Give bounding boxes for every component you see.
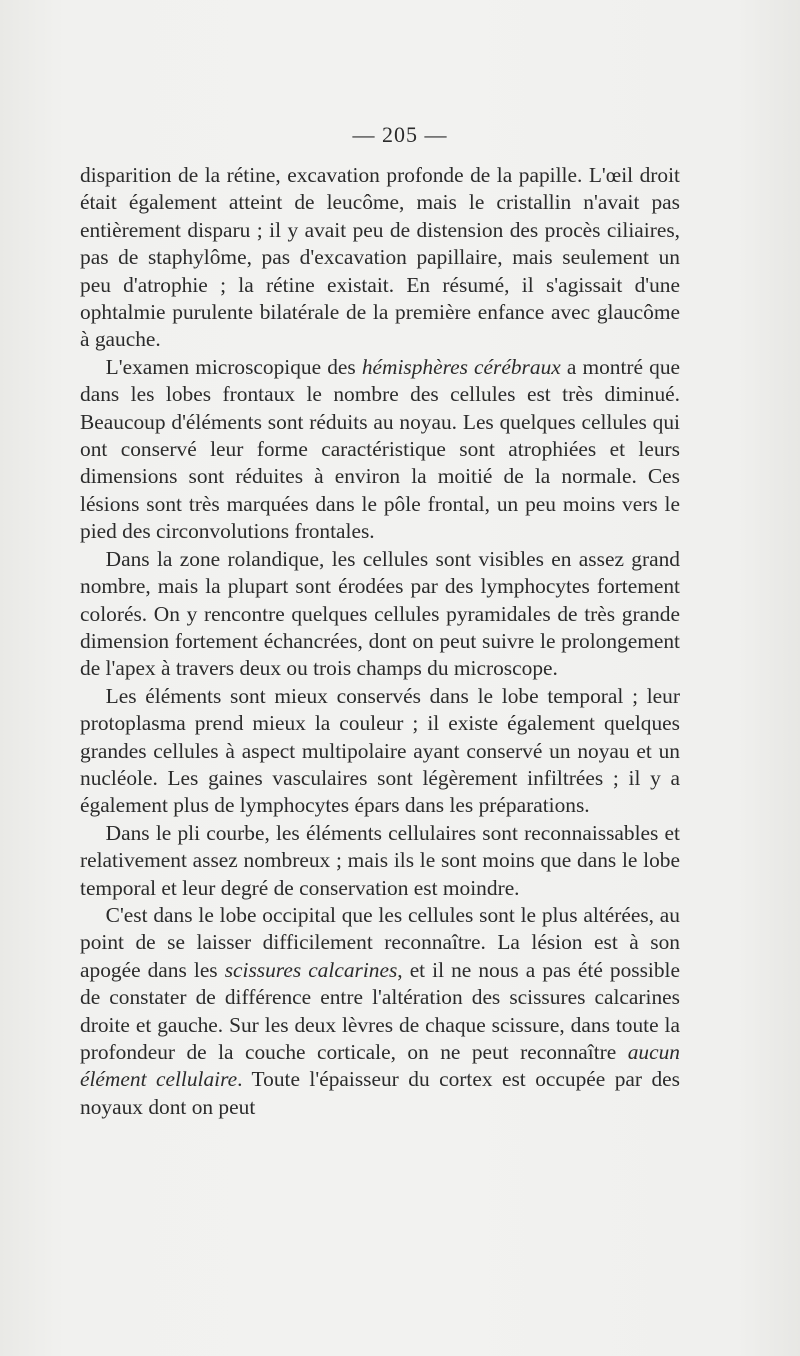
- paragraph-3: Dans la zone rolandique, les cellules sont visibles en assez grand nombre, mais la plupart sont érodées par des lymphocytes fortement colorés. On y rencontre quelques cellules pyramidales de très grande dimension fortement échancrées, dont on peut suivre le prolongement de l'apex à travers deux ou trois champs du microscope.: [80, 546, 680, 681]
- paragraph-2-part-1: L'examen microscopique des: [105, 354, 362, 379]
- italic-term-aucun-element: aucun élément cellulaire: [80, 1040, 680, 1092]
- paragraph-4: Les éléments sont mieux conservés dans le lobe temporal ; leur protoplasma prend mieux la couleur ; il existe également quelques grandes cellules à aspect multipolaire ayant conservé un noyau et un nucléole. Les gaines vasculaires sont légèrement infiltrées ; il y a également plus de lymphocytes épars dans les préparations.: [80, 683, 680, 818]
- paragraph-6-part-2: , et il ne nous a pas été possible de constater de différence entre l'altération des scissures calcarines droite et gauche. Sur les deux lèvres de chaque scissure, dans toute la profondeur de la couche corticale, on ne peut reconnaître: [80, 957, 680, 1064]
- paragraph-1: disparition de la rétine, excavation profonde de la papille. L'œil droit était également atteint de leucôme, mais le cristallin n'avait pas entièrement disparu ; il y avait peu de distension des procès ciliaires, pas de staphylôme, pas d'excavation papillaire, mais seulement un peu d'atrophie ; la rétine existait. En résumé, il s'agissait d'une ophtalmie purulente bilatérale de la première enfance avec glaucôme à gauche.: [80, 163, 680, 352]
- italic-term-scissures: scissures calcarines: [224, 957, 398, 982]
- paragraph-2-part-2: a montré que dans les lobes frontaux le nombre des cellules est très diminué. Beaucoup d'éléments sont réduits au noyau. Les quelques cellules qui ont conservé leur forme caractéristique sont atrophiées et leurs dimensions sont réduites à environ la moitié de la normale. Ces lésions sont très marquées dans le pôle frontal, un peu moins vers le pied des circonvolutions frontales.: [80, 354, 681, 544]
- italic-term-hemispheres: hémisphères cérébraux: [361, 354, 561, 379]
- paragraph-6-part-3: . Toute l'épaisseur du cortex est occupée par des noyaux dont on peut: [80, 1067, 680, 1119]
- page-number: — 205 —: [352, 122, 448, 147]
- paragraph-6: [80, 902, 680, 1121]
- paragraph-2: [80, 354, 680, 546]
- paragraph-5: Dans le pli courbe, les éléments cellulaires sont reconnaissables et relativement assez nombreux ; mais ils le sont moins que dans le lobe temporal et leur degré de conservation est moindre.: [80, 820, 680, 900]
- body-text: [80, 162, 680, 1121]
- paragraph-6-part-1: C'est dans le lobe occipital que les cellules sont le plus altérées, au point de se laisser difficilement reconnaître. La lésion est à son apogée dans les: [80, 902, 680, 982]
